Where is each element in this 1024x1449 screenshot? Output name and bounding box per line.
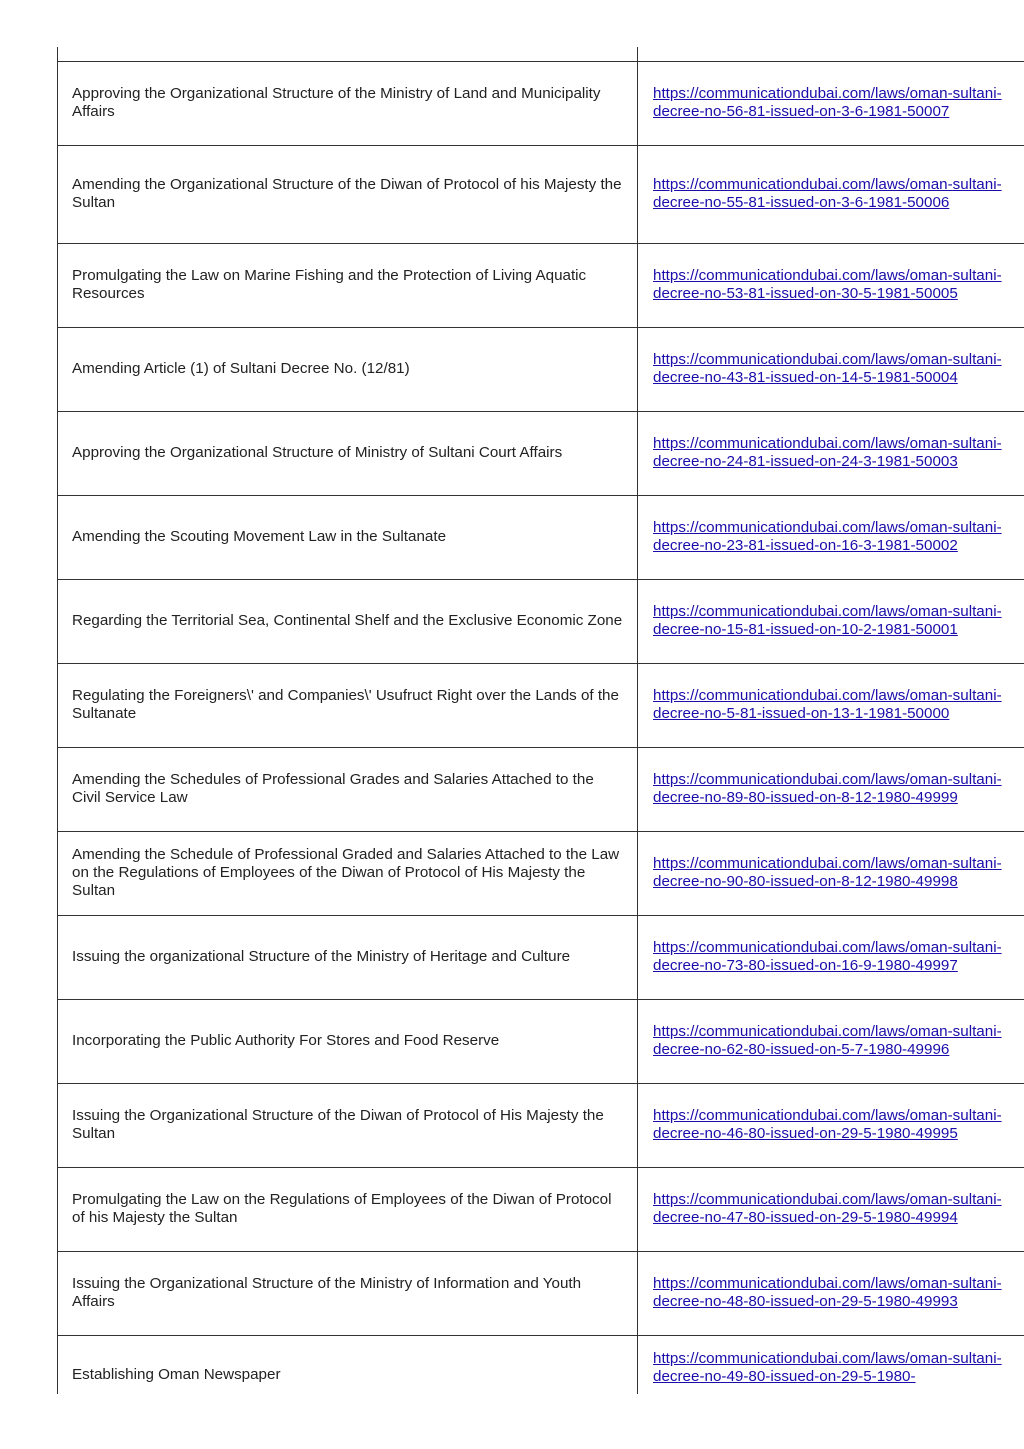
law-title-cell — [58, 327, 638, 411]
law-title: Approving the Organizational Structure of Ministry of Sultani Court Affairs — [72, 444, 563, 461]
law-title: Issuing the organizational Structure of the Ministry of Heritage and Culture — [72, 948, 571, 965]
laws-table — [57, 47, 1024, 1394]
law-link[interactable]: https://communicationdubai.com/laws/oman-sultani-decree-no-62-80-issued-on-5-7-1980-49996 — [653, 1023, 1002, 1058]
law-link-cell — [638, 915, 1024, 999]
law-link-cell — [638, 411, 1024, 495]
law-link[interactable]: https://communicationdubai.com/laws/oman-sultani-decree-no-49-80-issued-on-29-5-1980- — [653, 1349, 1002, 1385]
law-link-cell — [638, 747, 1024, 831]
table-row — [58, 61, 1024, 145]
law-title-cell — [58, 915, 638, 999]
law-title-cell — [58, 999, 638, 1083]
table-row — [58, 1335, 1024, 1394]
table-row — [58, 747, 1024, 831]
table-row — [58, 663, 1024, 747]
law-link-cell — [638, 831, 1024, 915]
law-title-cell — [58, 145, 638, 243]
law-link[interactable]: https://communicationdubai.com/laws/oman-sultani-decree-no-15-81-issued-on-10-2-1981-50001 — [653, 603, 1002, 638]
law-title: Promulgating the Law on Marine Fishing and the Protection of Living Aquatic Resources — [72, 267, 587, 302]
table-row — [58, 1251, 1024, 1335]
law-title-cell — [58, 47, 638, 61]
table-row — [58, 327, 1024, 411]
law-link-cell — [638, 579, 1024, 663]
law-link[interactable]: https://communicationdubai.com/laws/oman-sultani-decree-no-73-80-issued-on-16-9-1980-49997 — [653, 939, 1002, 974]
law-title-cell — [58, 831, 638, 915]
table-body — [58, 47, 1024, 1394]
table-row — [58, 495, 1024, 579]
law-link-cell — [638, 1083, 1024, 1167]
law-link[interactable]: https://communicationdubai.com/laws/oman-sultani-decree-no-53-81-issued-on-30-5-1981-50005 — [653, 267, 1002, 302]
law-title-cell — [58, 411, 638, 495]
law-title-cell — [58, 579, 638, 663]
law-title: Incorporating the Public Authority For Stores and Food Reserve — [72, 1032, 500, 1049]
law-title-cell — [58, 1167, 638, 1251]
law-title: Regulating the Foreigners\' and Companies\' Usufruct Right over the Lands of the Sultanate — [72, 687, 619, 722]
law-title: Amending the Scouting Movement Law in the Sultanate — [72, 528, 447, 545]
law-link-cell — [638, 327, 1024, 411]
table-row — [58, 145, 1024, 243]
law-link[interactable]: https://communicationdubai.com/laws/oman-sultani-decree-no-46-80-issued-on-29-5-1980-49995 — [653, 1107, 1002, 1142]
table-row — [58, 411, 1024, 495]
law-link-cell — [638, 1335, 1024, 1394]
law-link-cell — [638, 47, 1024, 61]
law-title-cell — [58, 1083, 638, 1167]
table-row — [58, 1167, 1024, 1251]
law-title: Amending the Organizational Structure of the Diwan of Protocol of his Majesty the Sultan — [72, 176, 622, 211]
table-row — [58, 579, 1024, 663]
law-link-cell — [638, 1167, 1024, 1251]
law-title-cell — [58, 663, 638, 747]
table-row — [58, 243, 1024, 327]
law-title-cell — [58, 243, 638, 327]
law-link[interactable]: https://communicationdubai.com/laws/oman-sultani-decree-no-43-81-issued-on-14-5-1981-50004 — [653, 351, 1002, 386]
law-title: Issuing the Organizational Structure of the Ministry of Information and Youth Affairs — [72, 1275, 582, 1310]
table-row — [58, 1083, 1024, 1167]
law-title-cell — [58, 747, 638, 831]
law-link-cell — [638, 999, 1024, 1083]
table-row — [58, 47, 1024, 61]
law-link[interactable]: https://communicationdubai.com/laws/oman-sultani-decree-no-55-81-issued-on-3-6-1981-50006 — [653, 176, 1002, 211]
law-title: Amending the Schedules of Professional Grades and Salaries Attached to the Civil Service Law — [72, 771, 594, 806]
law-link[interactable]: https://communicationdubai.com/laws/oman-sultani-decree-no-24-81-issued-on-24-3-1981-50003 — [653, 435, 1002, 470]
law-title-cell — [58, 1335, 638, 1394]
law-link[interactable]: https://communicationdubai.com/laws/oman-sultani-decree-no-47-80-issued-on-29-5-1980-49994 — [653, 1191, 1002, 1226]
law-link-cell — [638, 145, 1024, 243]
law-title-cell — [58, 495, 638, 579]
table-row — [58, 999, 1024, 1083]
law-link-cell — [638, 495, 1024, 579]
law-title: Promulgating the Law on the Regulations of Employees of the Diwan of Protocol of his Majesty the Sultan — [72, 1191, 612, 1226]
law-title: Issuing the Organizational Structure of the Diwan of Protocol of His Majesty the Sultan — [72, 1107, 604, 1142]
law-title: Amending the Schedule of Professional Graded and Salaries Attached to the Law on the Regulations of Employees of the Diwan of Protocol of His Majesty the Sultan — [72, 846, 620, 899]
law-link[interactable]: https://communicationdubai.com/laws/oman-sultani-decree-no-23-81-issued-on-16-3-1981-50002 — [653, 519, 1002, 554]
law-link[interactable]: https://communicationdubai.com/laws/oman-sultani-decree-no-89-80-issued-on-8-12-1980-49999 — [653, 771, 1002, 806]
law-title-cell — [58, 61, 638, 145]
law-title: Establishing Oman Newspaper — [72, 1365, 281, 1383]
law-link[interactable]: https://communicationdubai.com/laws/oman-sultani-decree-no-5-81-issued-on-13-1-1981-50000 — [653, 687, 1002, 722]
law-link[interactable]: https://communicationdubai.com/laws/oman-sultani-decree-no-90-80-issued-on-8-12-1980-49998 — [653, 855, 1002, 890]
law-link[interactable]: https://communicationdubai.com/laws/oman-sultani-decree-no-56-81-issued-on-3-6-1981-50007 — [653, 85, 1002, 120]
law-title: Amending Article (1) of Sultani Decree No. (12/81) — [72, 360, 410, 377]
law-title-cell — [58, 1251, 638, 1335]
law-link-cell — [638, 1251, 1024, 1335]
law-title: Approving the Organizational Structure of the Ministry of Land and Municipality Affairs — [72, 85, 601, 120]
table-row — [58, 831, 1024, 915]
law-link[interactable]: https://communicationdubai.com/laws/oman-sultani-decree-no-48-80-issued-on-29-5-1980-49993 — [653, 1275, 1002, 1310]
table-row — [58, 915, 1024, 999]
law-title: Regarding the Territorial Sea, Continental Shelf and the Exclusive Economic Zone — [72, 612, 623, 629]
law-link-cell — [638, 663, 1024, 747]
law-link-cell — [638, 243, 1024, 327]
law-link-cell — [638, 61, 1024, 145]
